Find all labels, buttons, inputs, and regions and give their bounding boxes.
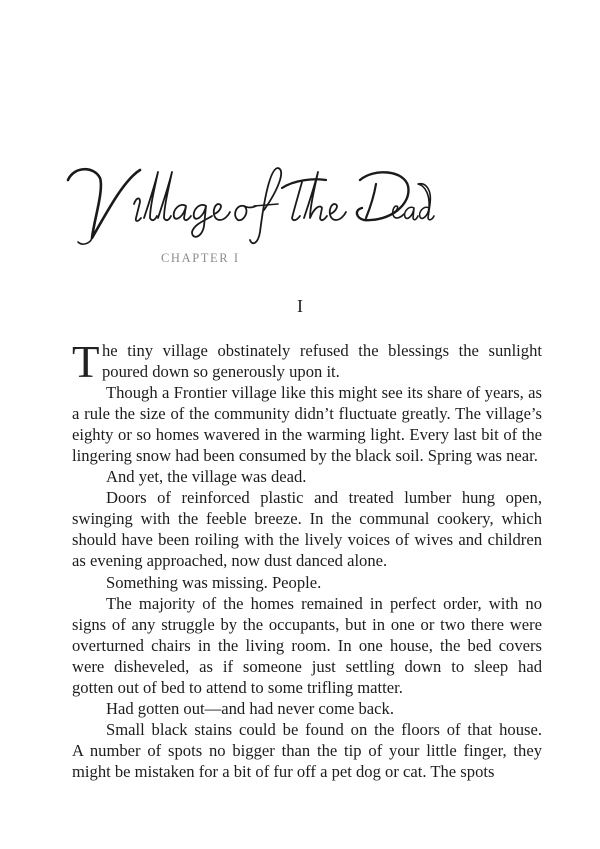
text-line: he tiny village obstinately refused the blessings the sunlight	[102, 341, 542, 360]
text-line: Small black stains could be found on the floors of that house.	[106, 719, 542, 739]
body-text	[72, 337, 542, 782]
text-line: might be mistaken for a bit of fur off a pet dog or cat. The spots	[72, 761, 495, 781]
text-line: Doors of reinforced plastic and treated lumber hung open,	[106, 488, 542, 508]
text-line: eighty or so homes wavered in the warming light. Every last bit of the	[72, 425, 542, 445]
chapter-label: CHAPTER I	[161, 251, 240, 265]
text-line: And yet, the village was dead.	[106, 467, 307, 487]
text-line: swinging with the feeble breeze. In the communal cookery, which	[72, 509, 542, 529]
text-line: were disheveled, as if someone just settling down to sleep had	[72, 656, 542, 676]
text-line: a rule the size of the community didn’t fluctuate greatly. The village’s	[72, 404, 542, 424]
text-line: Though a Frontier village like this might see its share of years, as	[106, 383, 542, 403]
chapter-title	[64, 160, 424, 250]
text-line: poured down so generously upon it.	[102, 362, 340, 382]
text-line: signs of any struggle by the occupants, but in one or two there were	[72, 614, 542, 634]
text-line: overturned chairs in the living room. In one house, the bed covers	[72, 635, 542, 655]
text-line: as evening approached, now dust danced alone.	[72, 551, 388, 571]
text-line: gotten out of bed to attend to some trifling matter.	[72, 677, 403, 697]
text-line: lingering snow had been consumed by the black soil. Spring was near.	[72, 446, 538, 466]
section-number: I	[297, 296, 303, 316]
chapter-title-calligraphy	[64, 160, 424, 250]
text-line: Had gotten out—and had never come back.	[106, 698, 394, 718]
text-line: The majority of the homes remained in perfect order, with no	[106, 593, 542, 613]
text-line: should have been roiling with the lively voices of wives and children	[72, 530, 542, 550]
drop-cap: T	[72, 337, 100, 387]
text-line: Something was missing. People.	[106, 572, 322, 592]
text-line: A number of spots no bigger than the tip of your little finger, they	[72, 740, 542, 760]
